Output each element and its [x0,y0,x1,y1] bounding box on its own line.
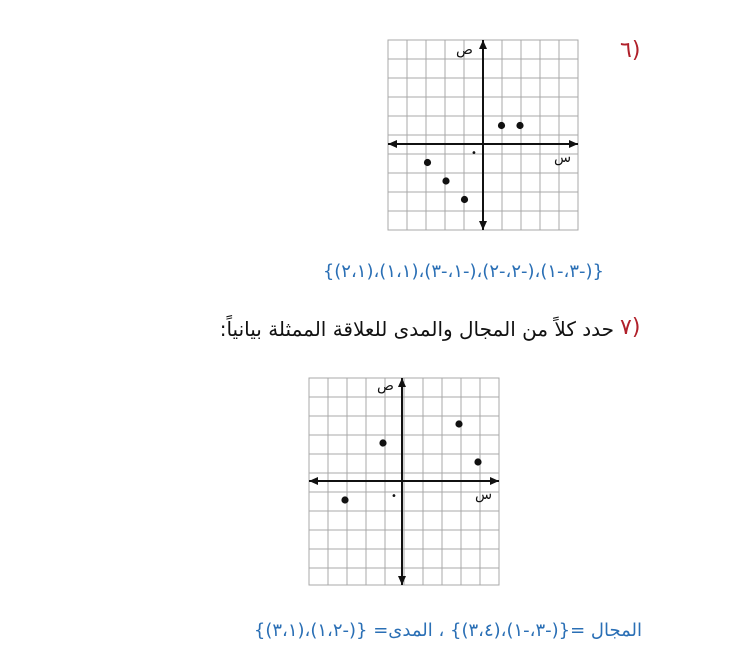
problem-7-point-2 [379,439,386,446]
problem-7-x-label: س [475,487,493,503]
problem-6-answer: {(-٣،-١)،(-٢،-٢)،(-١،-٣)،(١،١)،(٢،١)} [322,261,604,282]
problem-6-y-label: ص [456,42,473,58]
problem-7-question: حدد كلاً من المجال والمدى للعلاقة الممثلة بيانياً: [219,317,614,341]
problem-6-origin-mark: • [471,148,477,159]
problem-7-point-4 [474,458,481,465]
problem-6-point-3 [461,196,468,203]
problem-7-origin-mark: • [391,491,397,502]
problem-6-points [424,122,524,203]
problem-7-answer: المجال ={(-٣،-١)،(٣،٤)} ، المدى= {(-١،٢)،(٣،١)} [253,620,642,641]
problem-6-number: ٦) [620,38,641,63]
problem-7-graph [307,376,507,588]
problem-7-point-1 [341,496,348,503]
problem-7-number: ٧) [620,315,641,340]
problem-6-point-1 [424,159,431,166]
problem-6-point-4 [498,122,505,129]
problem-6-point-5 [516,122,523,129]
problem-6-x-label: س [554,150,572,166]
problem-6-graph [386,38,586,238]
problem-7-y-label: ص [377,378,394,394]
problem-7-point-3 [455,420,462,427]
problem-6-point-2 [442,177,449,184]
